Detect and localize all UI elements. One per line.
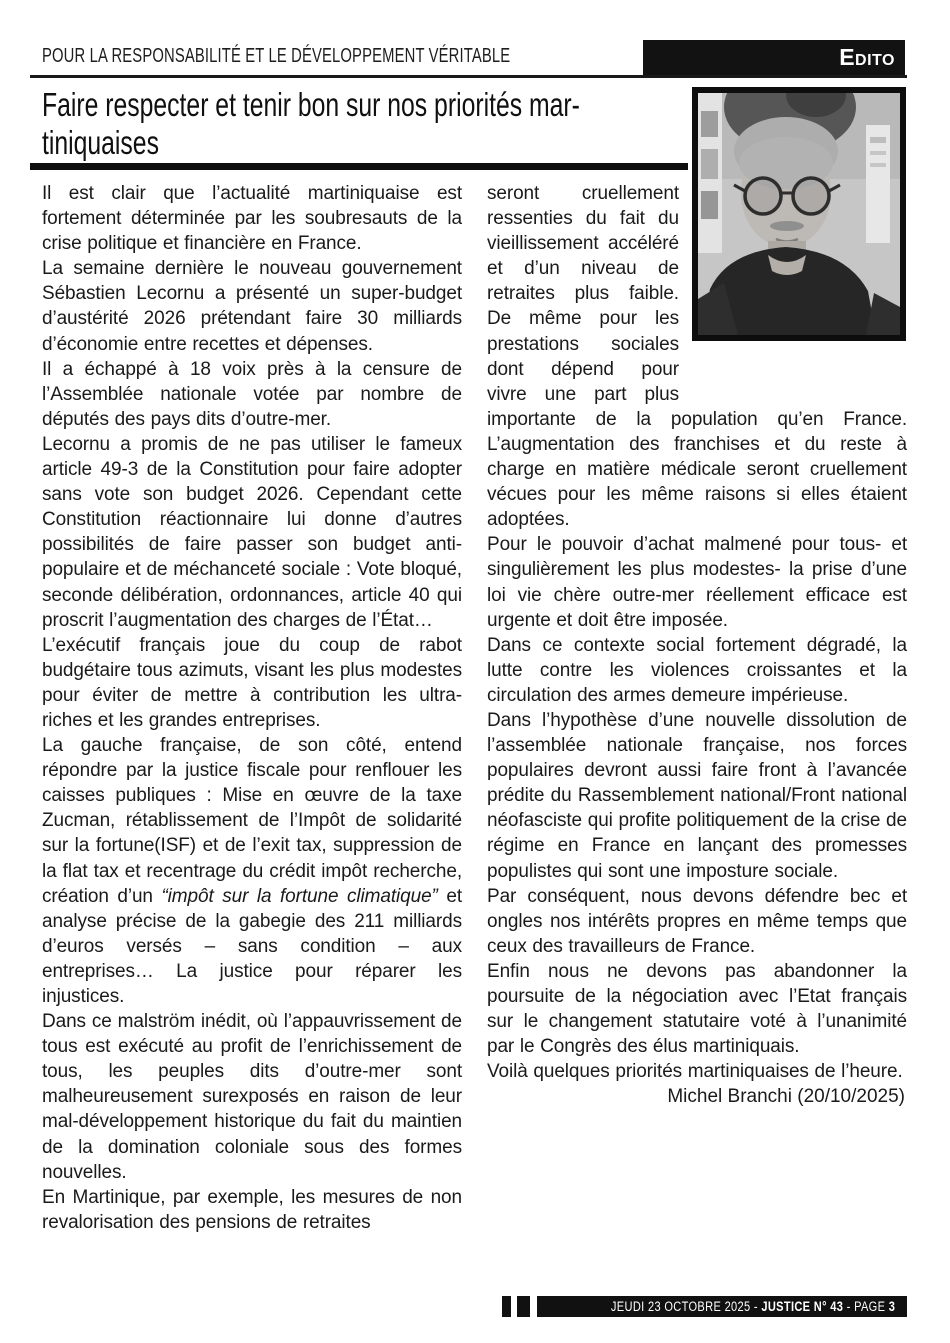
paragraph-run: Il a échappé à 18 voix près à la censure de l’Assemblée nationale votée par nombre de députés des pays dits d’outre-mer. (42, 358, 462, 430)
article-column-right (487, 181, 907, 1235)
paragraph-run-italic: “impôt sur la fortune climatique” (161, 885, 438, 907)
photo-float-spacer (679, 181, 907, 383)
page-title (42, 86, 580, 162)
paragraph-run: Par conséquent, nous devons défendre bec et ongles nos intérêts propres en même temps que ceux des travailleurs de France. (487, 885, 907, 957)
footer-page-number: 3 (889, 1299, 896, 1314)
paragraph-run: La semaine dernière le nouveau gouvernement Sébastien Lecornu a présenté un super-budget d’austérité 2026 prétendant faire 30 milliards d’économie entre recettes et dépenses. (42, 258, 462, 355)
title-line-1: Faire respecter et tenir bon sur nos priorités mar- (42, 86, 580, 123)
article-paragraph (487, 1059, 907, 1084)
page-footer (502, 1296, 907, 1317)
article-paragraph (42, 1185, 462, 1235)
paragraph-run: Dans ce contexte social fortement dégradé, la lutte contre les violences croissantes et la circulation des armes demeure impérieuse. (487, 634, 907, 706)
paragraph-run: Dans l’hypothèse d’une nouvelle dissolution de l’assemblée nationale française, nos forces populaires devront aussi faire front à l’avancée prédite du Rassemblement national/Front national néofasciste qui profite politiquement de la crise de régime en France en lançant des promesses populistes qui sont une imposture sociale. (487, 709, 907, 882)
paragraph-run: Voilà quelques priorités martiniquaises de l’heure. (487, 1061, 903, 1083)
article-paragraph (42, 181, 462, 256)
paragraph-run: Lecornu a promis de ne pas utiliser le fameux article 49-3 de la Constitution pour faire adopter sans vote son budget 2026. Cependant cette Constitution réactionnaire lui donne d’autres possibilités de faire passer son budget anti-populaire et de méchanceté sociale : Vote bloqué, seconde délibération, ordonnances, article 40 qui proscrit l’augmentation des charges de l’État… (42, 433, 462, 631)
paragraph-run: L’exécutif français joue du coup de rabot budgétaire tous azimuts, visant les plus modestes pour éviter de mettre à contribution les ultra-riches et les grandes entreprises. (42, 634, 462, 731)
article-paragraph (42, 1009, 462, 1185)
article-paragraph (487, 884, 907, 959)
paragraph-run: et analyse précise de la gabegie des 211 milliards d’euros versés – sans condition – aux entreprises… La justice pour réparer les injustices. (42, 885, 463, 1007)
header-rule (30, 75, 907, 78)
paragraph-run: La gauche française, de son côté, entend répondre par la justice fiscale pour renflouer les caisses publiques : Mise en œuvre de la taxe Zucman, rétablissement de l’Impôt de solidarité sur la fortune(ISF) et de l’exit tax, suppression de la flat tax et recentrage du crédit impôt recherche, création d’un (42, 735, 462, 907)
article-column-left (42, 181, 462, 1235)
article-paragraph (487, 959, 907, 1059)
footer-bar (537, 1296, 907, 1317)
article-paragraph (487, 633, 907, 708)
article-paragraph (42, 633, 462, 733)
footer-issue: JUSTICE N° 43 (761, 1299, 844, 1314)
left-column-paragraphs (42, 181, 462, 1235)
paragraph-run: Enfin nous ne devons pas abandonner la poursuite de la négociation avec l’Etat français sur le changement statutaire voté à l’unanimité par le Congrès des élus martiniquais. (487, 960, 907, 1058)
paragraph-run: Pour le pouvoir d’achat malmené pour tous- et singulièrement les plus modestes- la prise d’une loi vie chère outre-mer réellement efficace est urgente et doit être imposée. (487, 534, 907, 631)
article-body (42, 181, 907, 1235)
title-rule (30, 163, 688, 170)
paragraph-run: seront cruellement ressenties du fait du vieillissement accéléré et d’un niveau de retraites plus faible. De même pour les prestations sociales dont dépend pour vivre une part plus importante de la population qu’en France. L’augmentation des franchises et du reste à charge en matière médicale seront cruellement vécues pour les même raisons si elles étaient adoptées. (487, 183, 907, 531)
paragraph-run: En Martinique, par exemple, les mesures de non revalorisation des pensions de retraites (42, 1186, 462, 1233)
article-paragraph (487, 532, 907, 632)
footer-page-label: - PAGE (843, 1299, 890, 1314)
paragraph-run: Dans ce malström inédit, où l’appauvrissement de tous est exécuté au profit de l’enrichissement de tous, les peuples dits d’outre-mer sont malheureusement surexposés en raison de leur mal-développement historique du fait du maintien de la domination coloniale sous des formes nouvelles. (42, 1011, 462, 1183)
title-line-2: tiniquaises (42, 124, 159, 161)
footer-block-small (502, 1296, 511, 1317)
article-paragraph (42, 733, 462, 1009)
paragraph-run: Il est clair que l’actualité martiniquaise est fortement déterminée par les soubresauts de la crise politique et financière en France. (42, 183, 462, 255)
edito-badge-label: Edito (839, 44, 895, 70)
article-paragraph (42, 357, 462, 432)
footer-date: JEUDI 23 OCTOBRE 2025 - (611, 1299, 762, 1314)
page-kicker: POUR LA RESPONSABILITÉ ET LE DÉVELOPPEMENT VÉRITABLE (42, 45, 511, 67)
article-paragraph (42, 432, 462, 633)
article-paragraph (42, 256, 462, 356)
article-signature: Michel Branchi (20/10/2025) (667, 1086, 905, 1108)
footer-block-medium (517, 1296, 530, 1317)
footer-bar-text (611, 1296, 907, 1317)
article-paragraph (487, 708, 907, 884)
edito-badge (643, 40, 905, 75)
